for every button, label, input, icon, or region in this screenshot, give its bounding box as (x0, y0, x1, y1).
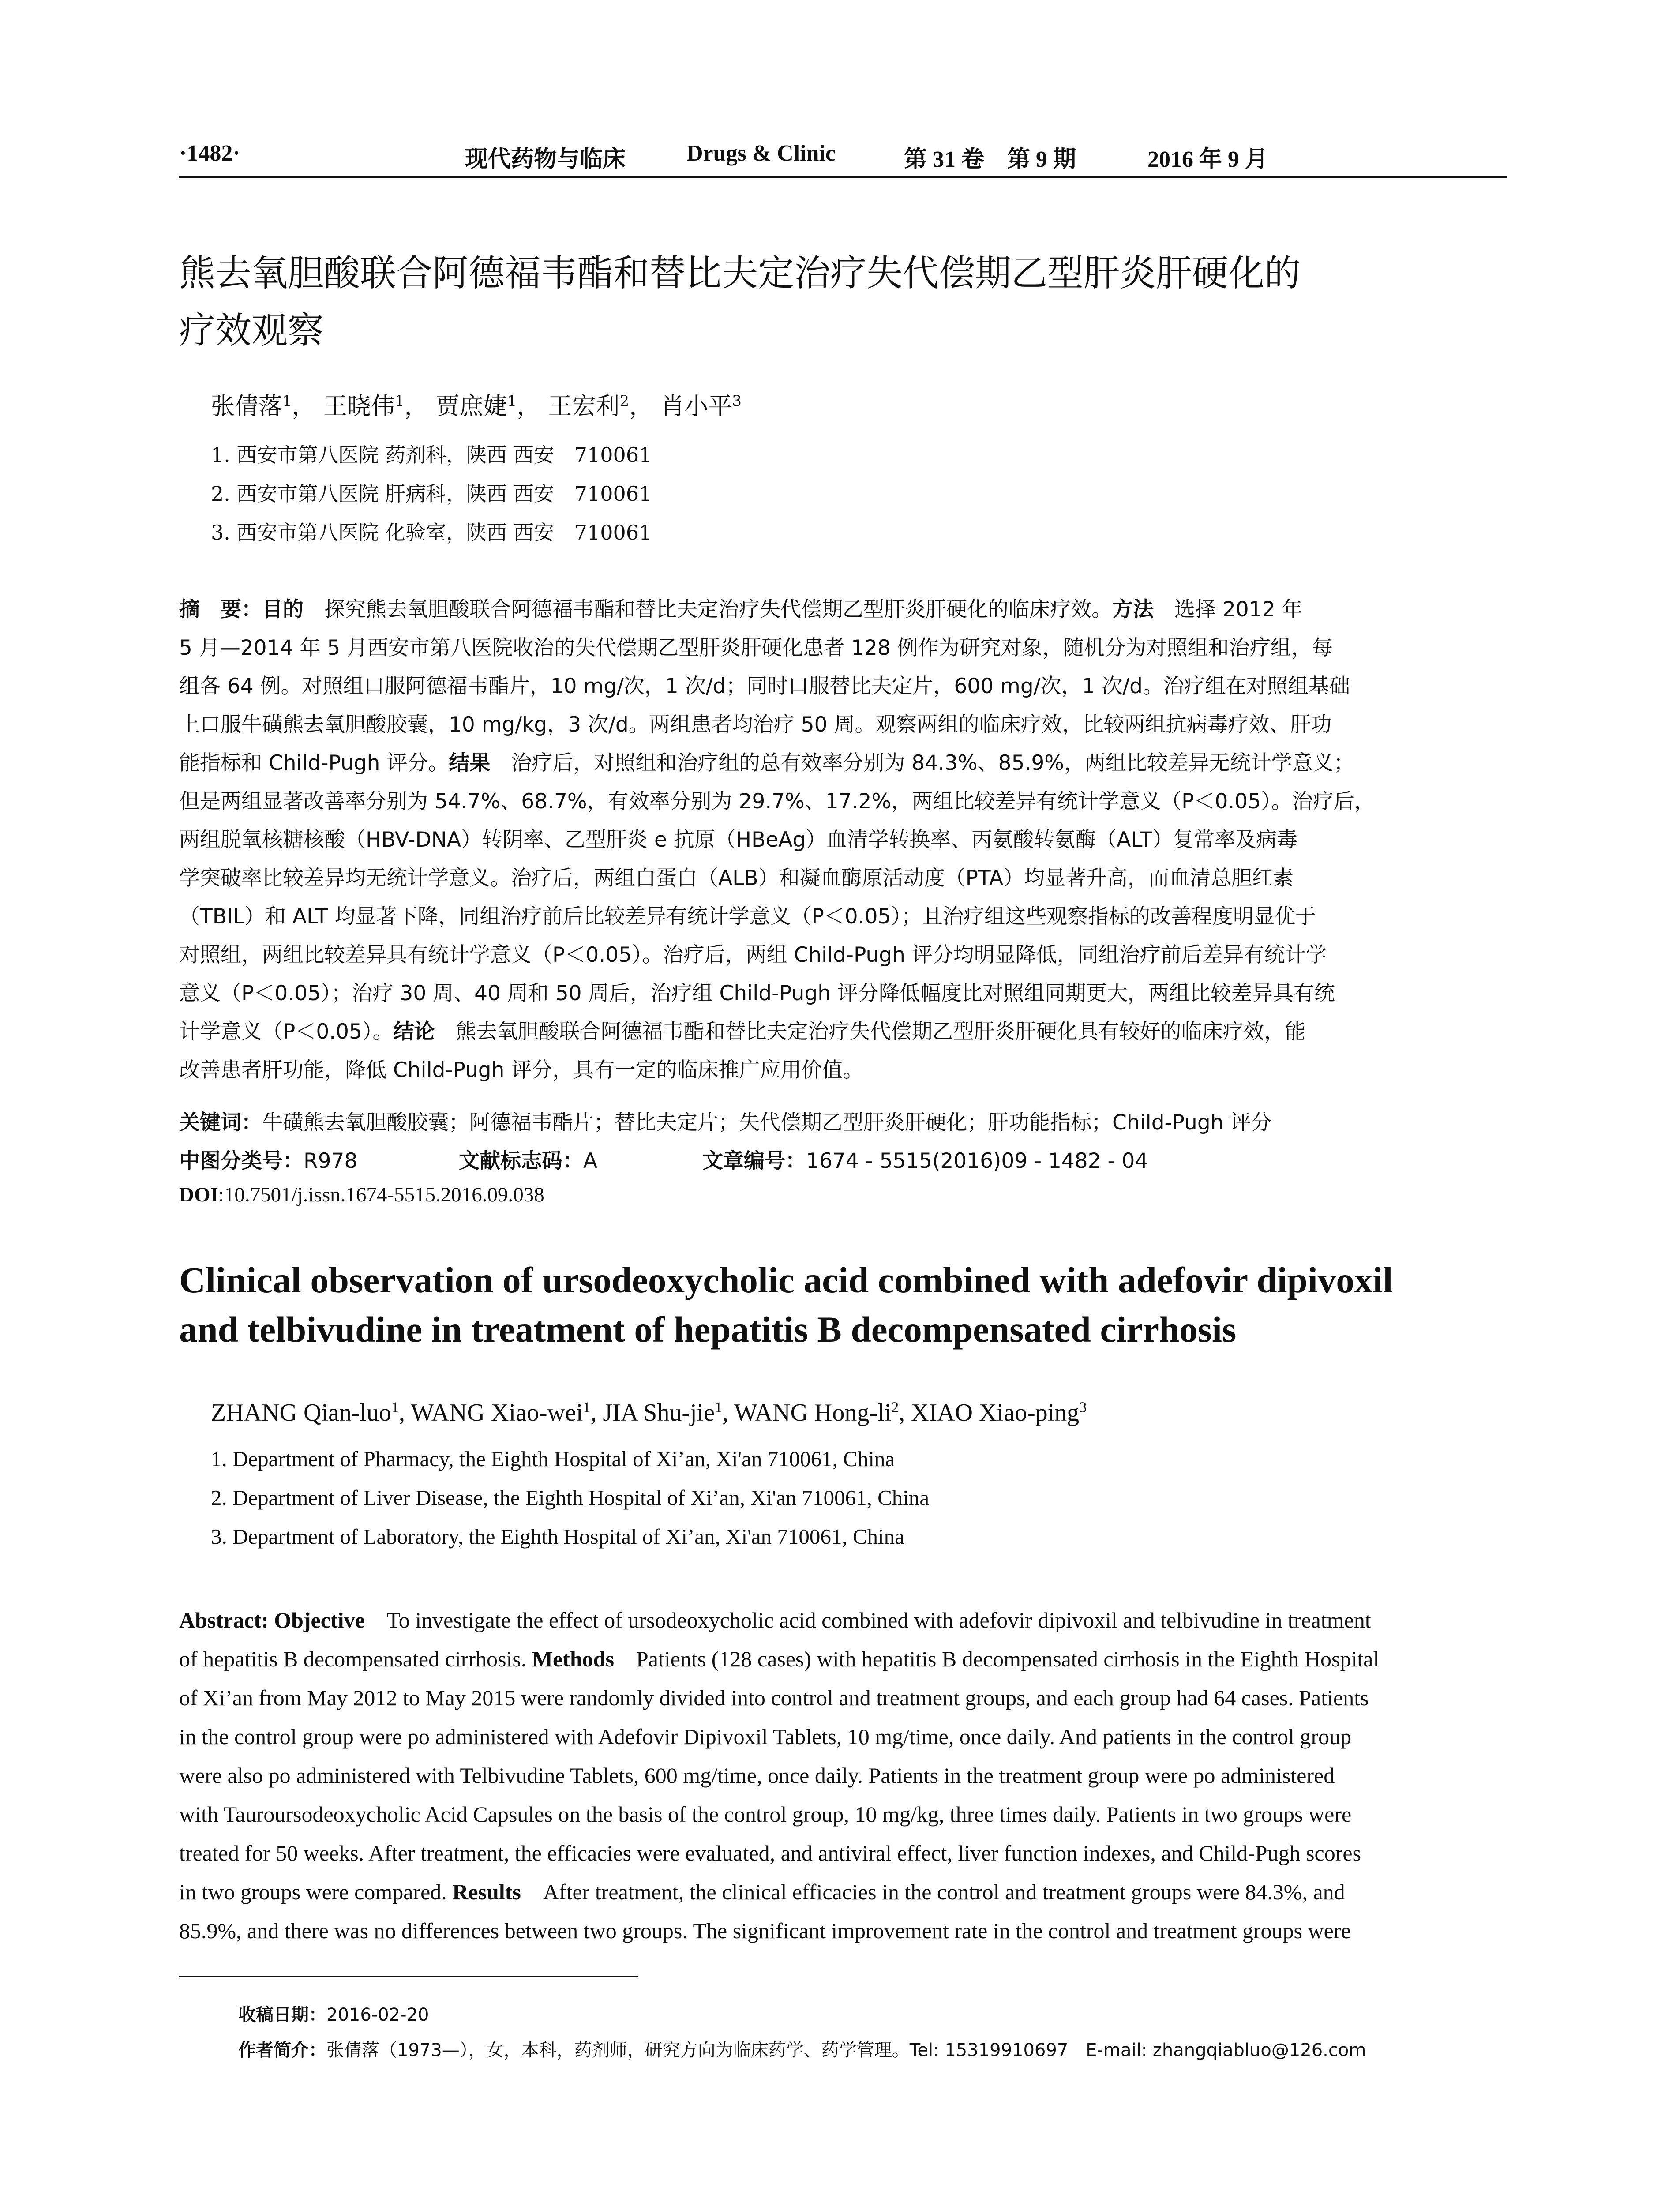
header-rule (179, 176, 1507, 178)
affiliation-cn: 3. 西安市第八医院 化验室，陕西 西安 710061 (211, 521, 652, 544)
doc-code (459, 1144, 597, 1174)
abstract-text: 上口服牛磺熊去氧胆酸胶囊，10 mg/kg，3 次/d。两组患者均治疗 50 周。观察两组的临床疗效，比较两组抗病毒疗效、肝功 (179, 713, 1332, 737)
author-affil-sup: 2 (619, 392, 630, 410)
author-affil-sup: 1 (583, 1399, 591, 1416)
objective-label: 目的 (262, 597, 304, 622)
authors-cn: 张倩落$^1$， 王晓伟$^1$， 贾庶婕$^1$， 王宏利$^2$， 肖小平$^3$ (211, 392, 742, 420)
abstract-en-label: Abstract: Objective (179, 1608, 365, 1632)
abstract-text: with Tauroursodeoxycholic Acid Capsules on the basis of the control group, 10 mg/kg, three times daily. Patients in two groups were (179, 1802, 1352, 1827)
author-name: WANG Hong-li (734, 1399, 892, 1426)
author-name: 肖小平 (660, 392, 732, 420)
abstract-text: treated for 50 weeks. After treatment, the efficacies were evaluated, and antiviral effect, liver function indexes, and Child-Pugh scores (179, 1841, 1361, 1865)
abstract-text: 对照组，两组比较差异具有统计学意义（P＜0.05）。治疗后，两组 Child-Pugh 评分均明显降低，同组治疗前后差异有统计学 (179, 943, 1327, 967)
volume-issue: 第 31 卷 第 9 期 (904, 147, 1076, 172)
abstract-text: 意义（P＜0.05）；治疗 30 周、40 周和 50 周后，治疗组 Child-Pugh 评分降低幅度比对照组同期更大，两组比较差异具有统 (179, 981, 1335, 1005)
author-name: 王晓伟 (323, 392, 395, 420)
abstract-text: 能指标和 Child-Pugh 评分。 (179, 751, 449, 775)
abstract-text: After treatment, the clinical efficacies in the control and treatment groups were 84.3%, and (521, 1880, 1345, 1904)
page-number: ·1482· (179, 141, 240, 166)
abstract-text: 85.9%, and there was no differences between two groups. The significant improvement rate in the control and treatment groups were (179, 1918, 1351, 1943)
author-name: XIAO Xiao-ping (911, 1399, 1080, 1426)
abstract-en (179, 1601, 1507, 1950)
author-name: 王宏利 (548, 392, 620, 420)
results-label: Results (452, 1880, 521, 1904)
doi-value: :10.7501/j.issn.1674-5515.2016.09.038 (218, 1183, 544, 1206)
keywords-cn (179, 1106, 1271, 1136)
abstract-text: 探究熊去氧胆酸联合阿德福韦酯和替比夫定治疗失代偿期乙型肝炎肝硬化的临床疗效。 (304, 597, 1112, 622)
doi-line (179, 1183, 544, 1207)
journal-name-cn: 现代药物与临床 (465, 147, 626, 172)
author-affil-sup: 1 (714, 1399, 722, 1416)
abstract-text: 但是两组显著改善率分别为 54.7%、68.7%，有效率分别为 29.7%、17.2%，两组比较差异有统计学意义（P＜0.05）。治疗后， (179, 789, 1375, 814)
doc-label: 文献标志码： (459, 1149, 583, 1173)
abstract-text: 计学意义（P＜0.05）。 (179, 1020, 394, 1044)
abstract-text: 选择 2012 年 (1154, 597, 1303, 622)
abstract-text: in the control group were po administered with Adefovir Dipivoxil Tablets, 10 mg/time, once daily. And patients in the control group (179, 1724, 1352, 1749)
received-value: 2016-02-20 (326, 2005, 429, 2025)
title-cn-line: 疗效观察 (179, 310, 324, 352)
author-affil-sup: 3 (732, 392, 742, 410)
abstract-text: of hepatitis B decompensated cirrhosis. (179, 1647, 532, 1671)
results-label: 结果 (449, 751, 491, 775)
bio-text: 张倩落（1973—），女，本科，药剂师，研究方向为临床药学、药学管理。Tel: 15319910697 E-mail: zhangqiabluo@126.com (326, 2040, 1366, 2060)
keywords-label: 关键词： (179, 1111, 262, 1135)
clc-label: 中图分类号： (179, 1149, 304, 1173)
affiliation-en: 1. Department of Pharmacy, the Eighth Hospital of Xi’an, Xi'an 710061, China (211, 1447, 895, 1471)
abstract-text: 组各 64 例。对照组口服阿德福韦酯片，10 mg/次，1 次/d；同时口服替比夫定片，600 mg/次，1 次/d。治疗组在对照组基础 (179, 674, 1350, 698)
author-affil-sup: 1 (394, 392, 405, 410)
author-affil-sup: 1 (282, 392, 292, 410)
running-header (179, 140, 1507, 180)
affiliation-cn: 2. 西安市第八医院 肝病科，陕西 西安 710061 (211, 482, 652, 506)
authors-en: ZHANG Qian-luo$^1$, WANG Xiao-wei$^1$, JIA Shu-jie$^1$, WANG Hong-$li^2$, XIAO Xiao-ping$^3$ (211, 1399, 1087, 1426)
title-en-line: and telbivudine in treatment of hepatitis B decompensated cirrhosis (179, 1309, 1237, 1350)
doc-value: A (583, 1149, 598, 1173)
article-number (702, 1144, 1148, 1174)
affiliation-cn: 1. 西安市第八医院 药剂科，陕西 西安 710061 (211, 443, 652, 467)
conclusion-label: 结论 (393, 1020, 435, 1044)
issue-date: 2016 年 9 月 (1148, 147, 1268, 172)
author-name: 张倩落 (211, 392, 282, 420)
abstract-text: To investigate the effect of ursodeoxycholic acid combined with adefovir dipivoxil and telbivudine in treatment (364, 1608, 1371, 1632)
abstract-text: 熊去氧胆酸联合阿德福韦酯和替比夫定治疗失代偿期乙型肝炎肝硬化具有较好的临床疗效，能 (435, 1020, 1306, 1044)
doi-label: DOI (179, 1183, 218, 1206)
affiliation-en: 2. Department of Liver Disease, the Eighth Hospital of Xi’an, Xi'an 710061, China (211, 1486, 930, 1510)
author-name: ZHANG Qian-luo (211, 1399, 392, 1426)
title-cn-line: 熊去氧胆酸联合阿德福韦酯和替比夫定治疗失代偿期乙型肝炎肝硬化的 (179, 252, 1301, 294)
abstract-text: 5 月—2014 年 5 月西安市第八医院收治的失代偿期乙型肝炎肝硬化患者 128 例作为研究对象，随机分为对照组和治疗组，每 (179, 636, 1333, 660)
keywords-text: 牛磺熊去氧胆酸胶囊；阿德福韦酯片；替比夫定片；失代偿期乙型肝炎肝硬化；肝功能指标；Child-Pugh 评分 (262, 1111, 1272, 1135)
abstract-label: 摘 要： (179, 597, 262, 622)
bio-label: 作者简介： (238, 2040, 326, 2060)
abstract-text: of Xi’an from May 2012 to May 2015 were randomly divided into control and treatment groups, and each group had 64 cases. Patients (179, 1685, 1369, 1710)
article-value: 1674 - 5515(2016)09 - 1482 - 04 (806, 1149, 1148, 1173)
author-affil-sup: 1 (507, 392, 517, 410)
article-label: 文章编号： (702, 1149, 806, 1173)
abstract-cn (179, 590, 1507, 1089)
author-affil-sup: 3 (1079, 1399, 1087, 1416)
author-name: JIA Shu-jie (603, 1399, 715, 1426)
footnote-rule (179, 1976, 638, 1977)
author-name: 贾庶婕 (435, 392, 507, 420)
methods-label: 方法 (1112, 597, 1154, 622)
methods-label: Methods (532, 1647, 614, 1671)
clc-value: R978 (304, 1149, 358, 1173)
classification-line (179, 1144, 357, 1174)
affiliation-en: 3. Department of Laboratory, the Eighth Hospital of Xi’an, Xi'an 710061, China (211, 1524, 904, 1549)
title-en-line: Clinical observation of ursodeoxycholic acid combined with adefovir dipivoxil (179, 1260, 1393, 1300)
abstract-text: （TBIL）和 ALT 均显著下降，同组治疗前后比较差异有统计学意义（P＜0.05）；且治疗组这些观察指标的改善程度明显优于 (179, 904, 1316, 929)
abstract-text: Patients (128 cases) with hepatitis B decompensated cirrhosis in the Eighth Hospital (614, 1647, 1380, 1671)
abstract-text: 学突破率比较差异均无统计学意义。治疗后，两组白蛋白（ALB）和凝血酶原活动度（PTA）均显著升高，而血清总胆红素 (179, 866, 1294, 890)
abstract-text: 治疗后，对照组和治疗组的总有效率分别为 84.3%、85.9%，两组比较差异无统计学意义； (490, 751, 1354, 775)
abstract-text: were also po administered with Telbivudine Tablets, 600 mg/time, once daily. Patients in the treatment group were po administered (179, 1763, 1335, 1788)
received-date (238, 2001, 429, 2026)
author-name: WANG Xiao-wei (411, 1399, 583, 1426)
author-affil-sup: 2 (891, 1399, 899, 1416)
title-en (179, 1255, 1507, 1354)
author-bio (238, 2036, 1366, 2061)
title-cn (179, 245, 1507, 360)
abstract-text: in two groups were compared. (179, 1880, 453, 1904)
received-label: 收稿日期： (238, 2005, 326, 2025)
abstract-text: 改善患者肝功能，降低 Child-Pugh 评分，具有一定的临床推广应用价值。 (179, 1058, 864, 1082)
journal-name-en: Drugs & Clinic (686, 141, 836, 166)
abstract-text: 两组脱氧核糖核酸（HBV-DNA）转阴率、乙型肝炎 e 抗原（HBeAg）血清学转换率、丙氨酸转氨酶（ALT）复常率及病毒 (179, 828, 1298, 852)
author-affil-sup: 1 (391, 1399, 399, 1416)
